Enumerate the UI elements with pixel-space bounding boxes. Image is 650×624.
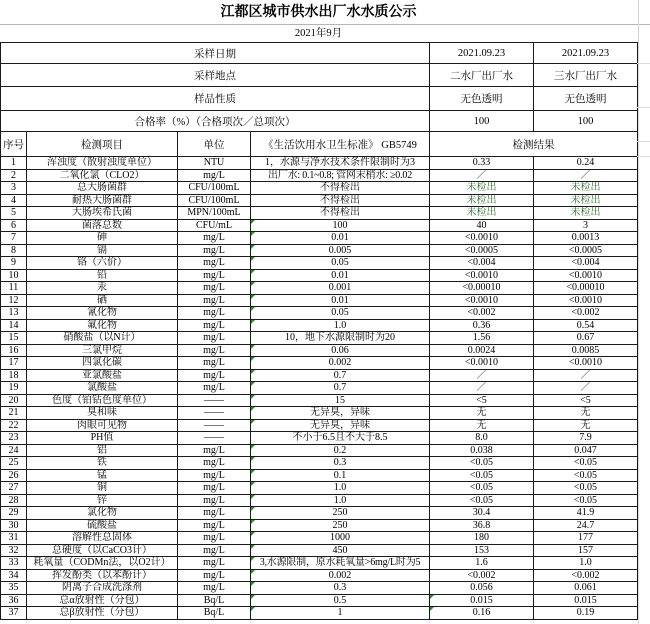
cell-standard: 0.01 xyxy=(251,294,430,307)
cell-result-plant2: 180 xyxy=(430,532,534,545)
cell-unit: —— xyxy=(178,407,251,420)
cell-standard: 1.0 xyxy=(251,319,430,332)
table-row xyxy=(1,457,638,470)
cell-result-plant2: 未检出 xyxy=(430,194,534,207)
cell-result-plant2: <0.002 xyxy=(430,569,534,582)
water-quality-table xyxy=(0,42,638,620)
table-row xyxy=(1,294,638,307)
cell-result-plant2: 1.6 xyxy=(430,557,534,570)
cell-result-plant2: <0.05 xyxy=(430,457,534,470)
cell-no: 30 xyxy=(1,519,27,532)
cell-no: 6 xyxy=(1,219,27,232)
cell-result-plant3: 157 xyxy=(534,544,638,557)
cell-item: 硝酸盐（以N计） xyxy=(27,332,178,345)
cell-no: 35 xyxy=(1,582,27,595)
cell-unit: mg/L xyxy=(178,357,251,370)
cell-result-plant3: 24.7 xyxy=(534,519,638,532)
cell-unit: mg/L xyxy=(178,232,251,245)
cell-result-plant2: 0.038 xyxy=(430,444,534,457)
cell-result-plant2: 未检出 xyxy=(430,207,534,220)
table-row xyxy=(1,382,638,395)
cell-standard: 0.1 xyxy=(251,469,430,482)
cell-item: 镉 xyxy=(27,244,178,257)
cell-item: 菌落总数 xyxy=(27,219,178,232)
cell-unit: mg/L xyxy=(178,244,251,257)
cell-standard: 不小于6.5且不大于8.5 xyxy=(251,432,430,445)
cell-result-plant2: <5 xyxy=(430,394,534,407)
info-value-plant2-site: 二水厂出厂水 xyxy=(430,64,534,87)
cell-no: 18 xyxy=(1,369,27,382)
table-row xyxy=(1,494,638,507)
cell-result-plant3: 1.0 xyxy=(534,557,638,570)
cell-item: 锰 xyxy=(27,469,178,482)
cell-no: 24 xyxy=(1,444,27,457)
table-row xyxy=(1,182,638,195)
cell-result-plant3: <0.004 xyxy=(534,257,638,270)
cell-no: 2 xyxy=(1,169,27,182)
cell-item: 臭和味 xyxy=(27,407,178,420)
cell-item: 总α放射性（分包） xyxy=(27,594,178,607)
cell-standard: 0.005 xyxy=(251,244,430,257)
cell-unit: mg/L xyxy=(178,507,251,520)
table-row xyxy=(1,569,638,582)
table-row xyxy=(1,307,638,320)
table-row xyxy=(1,419,638,432)
info-value-plant2-date: 2021.09.23 xyxy=(430,43,534,64)
cell-result-plant3: <0.0005 xyxy=(534,244,638,257)
table-row xyxy=(1,607,638,620)
cell-result-plant3: 无 xyxy=(534,419,638,432)
info-label-sample-nature: 样品性质 xyxy=(1,87,430,111)
cell-result-plant2: 40 xyxy=(430,219,534,232)
table-row xyxy=(1,357,638,370)
cell-no: 33 xyxy=(1,557,27,570)
cell-no: 27 xyxy=(1,482,27,495)
cell-result-plant2: <0.05 xyxy=(430,469,534,482)
info-row-sampling-date xyxy=(1,43,638,64)
cell-result-plant3: <0.002 xyxy=(534,307,638,320)
table-row xyxy=(1,469,638,482)
page-title: 江都区城市供水出厂水水质公示 xyxy=(220,5,417,20)
cell-unit: mg/L xyxy=(178,257,251,270)
cell-standard: 1 xyxy=(251,607,430,620)
cell-result-plant3: <0.0010 xyxy=(534,269,638,282)
cell-standard: 0.01 xyxy=(251,232,430,245)
cell-standard: 15 xyxy=(251,394,430,407)
cell-result-plant2: <0.05 xyxy=(430,482,534,495)
cell-item: PH值 xyxy=(27,432,178,445)
cell-result-plant2: 0.056 xyxy=(430,582,534,595)
cell-item: 总β放射性（分包） xyxy=(27,607,178,620)
info-row-sampling-site xyxy=(1,64,638,87)
cell-unit: mg/L xyxy=(178,532,251,545)
cell-standard: 1，水源与净水技术条件限制时为3 xyxy=(251,157,430,170)
cell-standard: 0.002 xyxy=(251,569,430,582)
cell-result-plant3: <0.05 xyxy=(534,469,638,482)
cell-unit: mg/L xyxy=(178,369,251,382)
cell-item: 氯酸盐 xyxy=(27,382,178,395)
cell-result-plant2: <0.0010 xyxy=(430,357,534,370)
column-header-row xyxy=(1,132,638,157)
right-margin-horizontal-gridline xyxy=(637,141,650,142)
table-row xyxy=(1,319,638,332)
cell-item: 铬（六价） xyxy=(27,257,178,270)
cell-result-plant3: 0.061 xyxy=(534,582,638,595)
cell-unit: mg/L xyxy=(178,482,251,495)
cell-result-plant3: 无 xyxy=(534,407,638,420)
right-margin-horizontal-gridline xyxy=(637,107,650,108)
cell-no: 36 xyxy=(1,594,27,607)
cell-unit: mg/L xyxy=(178,444,251,457)
cell-standard: 0.06 xyxy=(251,344,430,357)
cell-result-plant2: 未检出 xyxy=(430,182,534,195)
cell-result-plant3: 0.19 xyxy=(534,607,638,620)
table-row xyxy=(1,194,638,207)
table-row xyxy=(1,269,638,282)
cell-result-plant2: 0.0024 xyxy=(430,344,534,357)
cell-result-plant3: <0.05 xyxy=(534,494,638,507)
cell-result-plant3: 41.9 xyxy=(534,507,638,520)
cell-result-plant2: <0.00010 xyxy=(430,282,534,295)
cell-item: 氟化物 xyxy=(27,319,178,332)
cell-item: 耗氧量（CODMn法，以O2计） xyxy=(27,557,178,570)
cell-unit: —— xyxy=(178,394,251,407)
info-label-sampling-date: 采样日期 xyxy=(1,43,430,64)
table-row xyxy=(1,244,638,257)
right-margin-horizontal-gridline xyxy=(637,63,650,64)
cell-result-plant3: 177 xyxy=(534,532,638,545)
cell-item: 锌 xyxy=(27,494,178,507)
cell-result-plant2: 30.4 xyxy=(430,507,534,520)
cell-item: 溶解性总固体 xyxy=(27,532,178,545)
cell-item: 三氯甲烷 xyxy=(27,344,178,357)
cell-standard: 3,水源限制，原水耗氧量>6mg/L时为5 xyxy=(251,557,430,570)
cell-standard: 0.05 xyxy=(251,307,430,320)
right-margin-vertical-gridline xyxy=(638,0,639,624)
cell-unit: mg/L xyxy=(178,282,251,295)
cell-no: 20 xyxy=(1,394,27,407)
cell-unit: Bq/L xyxy=(178,594,251,607)
cell-item: 氰化物 xyxy=(27,307,178,320)
info-value-plant3-pass-rate: 100 xyxy=(534,111,638,132)
cell-result-plant3: 未检出 xyxy=(534,207,638,220)
cell-item: 砷 xyxy=(27,232,178,245)
cell-standard: 0.2 xyxy=(251,444,430,457)
cell-unit: —— xyxy=(178,419,251,432)
cell-standard: 出厂水: 0.1~0.8; 管网末梢水: ≥0.02 xyxy=(251,169,430,182)
cell-no: 32 xyxy=(1,544,27,557)
cell-result-plant2: ／ xyxy=(430,169,534,182)
cell-item: 汞 xyxy=(27,282,178,295)
info-label-pass-rate: 合格率（%）（合格项次／总项次） xyxy=(1,111,430,132)
cell-no: 21 xyxy=(1,407,27,420)
cell-unit: mg/L xyxy=(178,307,251,320)
cell-item: 阴离子合成洗涤剂 xyxy=(27,582,178,595)
cell-standard: 0.7 xyxy=(251,369,430,382)
cell-unit: mg/L xyxy=(178,457,251,470)
col-header-no: 序号 xyxy=(1,132,27,157)
cell-result-plant3: ／ xyxy=(534,369,638,382)
cell-result-plant3: <0.05 xyxy=(534,457,638,470)
cell-no: 5 xyxy=(1,207,27,220)
cell-no: 3 xyxy=(1,182,27,195)
table-row xyxy=(1,507,638,520)
table-row xyxy=(1,332,638,345)
cell-standard: 不得检出 xyxy=(251,194,430,207)
table-row xyxy=(1,394,638,407)
cell-unit: mg/L xyxy=(178,294,251,307)
cell-item: 铅 xyxy=(27,269,178,282)
cell-no: 4 xyxy=(1,194,27,207)
cell-unit: mg/L xyxy=(178,544,251,557)
cell-unit: —— xyxy=(178,432,251,445)
cell-standard: 不得检出 xyxy=(251,207,430,220)
cell-no: 12 xyxy=(1,294,27,307)
table-row xyxy=(1,369,638,382)
cell-no: 28 xyxy=(1,494,27,507)
cell-no: 17 xyxy=(1,357,27,370)
cell-no: 14 xyxy=(1,319,27,332)
cell-unit: mg/L xyxy=(178,557,251,570)
cell-standard: 10，地下水源限制时为20 xyxy=(251,332,430,345)
cell-item: 大肠埃希氏菌 xyxy=(27,207,178,220)
cell-result-plant3: 7.9 xyxy=(534,432,638,445)
table-row xyxy=(1,157,638,170)
cell-result-plant2: 1.56 xyxy=(430,332,534,345)
cell-item: 二氧化氯（CLO2） xyxy=(27,169,178,182)
cell-item: 亚氯酸盐 xyxy=(27,369,178,382)
cell-standard: 0.001 xyxy=(251,282,430,295)
cell-no: 26 xyxy=(1,469,27,482)
info-value-plant3-nature: 无色透明 xyxy=(534,87,638,111)
cell-no: 16 xyxy=(1,344,27,357)
info-value-plant3-date: 2021.09.23 xyxy=(534,43,638,64)
cell-result-plant2: <0.002 xyxy=(430,307,534,320)
table-row xyxy=(1,444,638,457)
table-row xyxy=(1,532,638,545)
col-header-item: 检测项目 xyxy=(27,132,178,157)
cell-standard: 1000 xyxy=(251,532,430,545)
cell-result-plant2: 8.0 xyxy=(430,432,534,445)
table-row xyxy=(1,557,638,570)
cell-item: 铁 xyxy=(27,457,178,470)
cell-standard: 0.05 xyxy=(251,257,430,270)
cell-result-plant3: <0.05 xyxy=(534,482,638,495)
cell-result-plant3: <5 xyxy=(534,394,638,407)
cell-unit: mg/L xyxy=(178,382,251,395)
cell-item: 氯化物 xyxy=(27,507,178,520)
report-month-subtitle: 2021年9月 xyxy=(0,24,650,42)
cell-item: 色度（铂钴色度单位） xyxy=(27,394,178,407)
cell-unit: CFU/100mL xyxy=(178,182,251,195)
cell-standard: 0.7 xyxy=(251,382,430,395)
cell-result-plant3: 0.24 xyxy=(534,157,638,170)
info-value-plant2-nature: 无色透明 xyxy=(430,87,534,111)
cell-item: 浑浊度（散射浊度单位） xyxy=(27,157,178,170)
cell-result-plant3: 0.0085 xyxy=(534,344,638,357)
info-value-plant3-site: 三水厂出厂水 xyxy=(534,64,638,87)
cell-standard: 1.0 xyxy=(251,494,430,507)
cell-unit: mg/L xyxy=(178,319,251,332)
cell-result-plant3: 0.047 xyxy=(534,444,638,457)
cell-result-plant2: <0.0005 xyxy=(430,244,534,257)
cell-no: 31 xyxy=(1,532,27,545)
cell-result-plant3: 0.015 xyxy=(534,594,638,607)
cell-unit: NTU xyxy=(178,157,251,170)
table-row xyxy=(1,282,638,295)
cell-result-plant3: 未检出 xyxy=(534,182,638,195)
cell-unit: CFU/100mL xyxy=(178,194,251,207)
table-row xyxy=(1,169,638,182)
cell-unit: mg/L xyxy=(178,469,251,482)
cell-item: 挥发酚类（以苯酚计） xyxy=(27,569,178,582)
cell-unit: mg/L xyxy=(178,494,251,507)
table-row xyxy=(1,344,638,357)
cell-unit: mg/L xyxy=(178,582,251,595)
cell-no: 22 xyxy=(1,419,27,432)
cell-unit: mg/L xyxy=(178,332,251,345)
cell-unit: MPN/100mL xyxy=(178,207,251,220)
cell-standard: 450 xyxy=(251,544,430,557)
info-value-plant2-pass-rate: 100 xyxy=(430,111,534,132)
cell-no: 8 xyxy=(1,244,27,257)
cell-standard: 0.3 xyxy=(251,457,430,470)
cell-standard: 0.002 xyxy=(251,357,430,370)
cell-result-plant3: ／ xyxy=(534,169,638,182)
cell-no: 15 xyxy=(1,332,27,345)
cell-result-plant2: <0.0010 xyxy=(430,269,534,282)
cell-standard: 不得检出 xyxy=(251,182,430,195)
cell-result-plant3: <0.002 xyxy=(534,569,638,582)
cell-result-plant2: 0.16 xyxy=(430,607,534,620)
cell-no: 7 xyxy=(1,232,27,245)
cell-result-plant3: 未检出 xyxy=(534,194,638,207)
cell-result-plant2: 无 xyxy=(430,407,534,420)
cell-standard: 250 xyxy=(251,507,430,520)
cell-no: 29 xyxy=(1,507,27,520)
info-rows xyxy=(1,43,638,157)
cell-result-plant2: <0.0010 xyxy=(430,294,534,307)
cell-result-plant3: ／ xyxy=(534,382,638,395)
cell-result-plant2: 无 xyxy=(430,419,534,432)
table-row xyxy=(1,207,638,220)
cell-item: 总大肠菌群 xyxy=(27,182,178,195)
cell-result-plant3: 0.67 xyxy=(534,332,638,345)
cell-standard: 无异臭，异味 xyxy=(251,419,430,432)
cell-result-plant2: <0.0010 xyxy=(430,232,534,245)
cell-no: 19 xyxy=(1,382,27,395)
table-row xyxy=(1,257,638,270)
col-header-standard: 《生活饮用水卫生标准》 GB5749 xyxy=(251,132,430,157)
table-row xyxy=(1,232,638,245)
cell-result-plant2: ／ xyxy=(430,369,534,382)
cell-result-plant3: <0.0010 xyxy=(534,294,638,307)
cell-standard: 250 xyxy=(251,519,430,532)
cell-no: 37 xyxy=(1,607,27,620)
cell-no: 9 xyxy=(1,257,27,270)
cell-no: 25 xyxy=(1,457,27,470)
table-row xyxy=(1,432,638,445)
cell-no: 10 xyxy=(1,269,27,282)
cell-standard: 无异臭，异味 xyxy=(251,407,430,420)
cell-no: 11 xyxy=(1,282,27,295)
cell-unit: Bq/L xyxy=(178,607,251,620)
cell-result-plant2: <0.05 xyxy=(430,494,534,507)
cell-result-plant2: 153 xyxy=(430,544,534,557)
cell-item: 四氯化碳 xyxy=(27,357,178,370)
cell-no: 23 xyxy=(1,432,27,445)
cell-item: 硒 xyxy=(27,294,178,307)
cell-unit: mg/L xyxy=(178,169,251,182)
cell-standard: 0.3 xyxy=(251,582,430,595)
cell-item: 总硬度（以CaCO3计） xyxy=(27,544,178,557)
table-row xyxy=(1,544,638,557)
col-header-result: 检测结果 xyxy=(430,132,638,157)
cell-result-plant2: 0.015 xyxy=(430,594,534,607)
cell-result-plant2: 0.33 xyxy=(430,157,534,170)
cell-unit: mg/L xyxy=(178,569,251,582)
cell-result-plant3: <0.0010 xyxy=(534,357,638,370)
cell-result-plant3: 0.0013 xyxy=(534,232,638,245)
cell-item: 肉眼可见物 xyxy=(27,419,178,432)
cell-unit: mg/L xyxy=(178,344,251,357)
col-header-unit: 单位 xyxy=(178,132,251,157)
table-row xyxy=(1,582,638,595)
cell-result-plant3: 0.54 xyxy=(534,319,638,332)
cell-no: 13 xyxy=(1,307,27,320)
info-label-sampling-site: 采样地点 xyxy=(1,64,430,87)
cell-unit: mg/L xyxy=(178,269,251,282)
cell-result-plant2: ／ xyxy=(430,382,534,395)
cell-result-plant2: 0.36 xyxy=(430,319,534,332)
cell-item: 硫酸盐 xyxy=(27,519,178,532)
table-row xyxy=(1,594,638,607)
cell-unit: mg/L xyxy=(178,519,251,532)
info-row-sample-nature xyxy=(1,87,638,111)
cell-result-plant2: 36.8 xyxy=(430,519,534,532)
cell-standard: 0.5 xyxy=(251,594,430,607)
cell-unit: CFU/mL xyxy=(178,219,251,232)
cell-standard: 100 xyxy=(251,219,430,232)
table-row xyxy=(1,219,638,232)
info-row-pass-rate xyxy=(1,111,638,132)
results-table-body xyxy=(1,157,638,620)
cell-item: 耐热大肠菌群 xyxy=(27,194,178,207)
cell-standard: 0.01 xyxy=(251,269,430,282)
cell-no: 34 xyxy=(1,569,27,582)
cell-standard: 1.0 xyxy=(251,482,430,495)
cell-result-plant2: <0.004 xyxy=(430,257,534,270)
cell-result-plant3: <0.00010 xyxy=(534,282,638,295)
right-margin-horizontal-gridline xyxy=(637,156,650,157)
cell-result-plant3: 3 xyxy=(534,219,638,232)
table-row xyxy=(1,482,638,495)
cell-item: 铜 xyxy=(27,482,178,495)
cell-item: 铝 xyxy=(27,444,178,457)
table-row xyxy=(1,519,638,532)
table-row xyxy=(1,407,638,420)
cell-no: 1 xyxy=(1,157,27,170)
